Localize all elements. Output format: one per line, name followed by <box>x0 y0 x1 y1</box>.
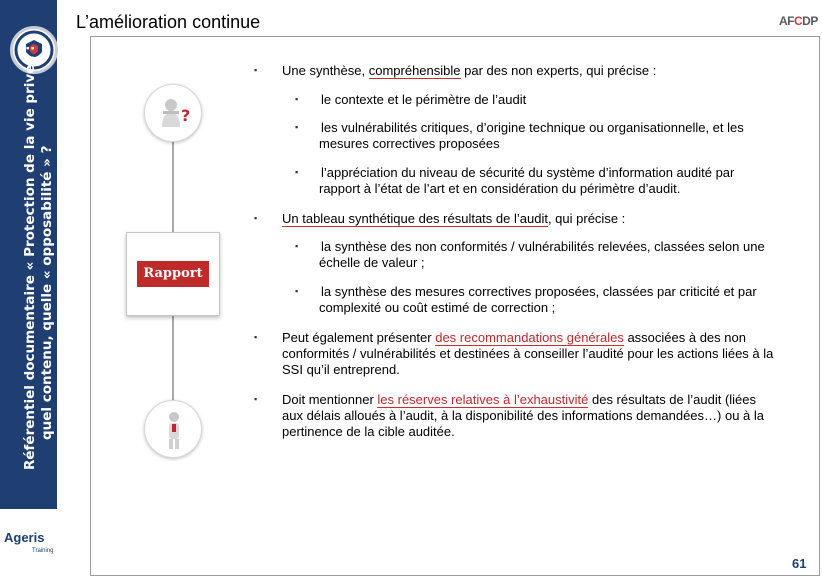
ageris-sub: Training <box>32 548 54 554</box>
rapport-label: Rapport <box>137 261 209 287</box>
logo-prefix: AF <box>779 14 794 28</box>
b4-prefix: Doit mentionner <box>282 392 378 407</box>
b1-highlight: compréhensible <box>368 63 461 78</box>
bullet-synthese <box>254 62 780 79</box>
svg-text:?: ? <box>181 106 191 125</box>
bullet-glyph: ▪ <box>254 332 258 342</box>
bullet-glyph: ▪ <box>254 213 258 223</box>
b3-suffix: associées à des non conformités / vulnérabilités et destinées à conseiller l’audité pour les actions liées à la SSI qu’il entreprend. <box>282 330 774 377</box>
b1-item-2: les vulnérabilités critiques, d’origine technique ou organisationnelle, et les mesures correctives proposées <box>319 120 744 151</box>
bullet-recommandations <box>254 329 780 378</box>
b1-prefix: Une synthèse, <box>282 63 369 78</box>
sub-bullet-vulnerabilites <box>295 119 777 152</box>
bullet-glyph: ▪ <box>295 167 299 177</box>
afcdp-logo <box>779 14 819 32</box>
sidebar-title <box>0 0 57 509</box>
sub-bullet-contexte <box>295 91 777 108</box>
question-person-icon <box>144 84 202 142</box>
report-icon <box>126 232 220 316</box>
b2-item-1: la synthèse des non conformités / vulnérabilités relevées, classées selon une échelle de valeur ; <box>319 239 765 270</box>
sub-bullet-non-conformites <box>295 238 777 271</box>
b3-prefix: Peut également présenter <box>282 330 436 345</box>
b1-suffix: par des non experts, qui précise : <box>460 63 657 78</box>
page-number: 61 <box>792 556 807 571</box>
frame-bottom-border <box>90 575 820 576</box>
sub-bullet-appreciation <box>295 164 777 197</box>
b4-suffix: des résultats de l’audit (liées aux délais alloués à l’audit, à la disponibilité des informations demandées…) ou à la pertinence de la cible auditée. <box>282 392 765 439</box>
b3-highlight: des recommandations générales <box>435 330 624 345</box>
bullet-glyph: ▪ <box>254 65 258 75</box>
b4-highlight: les réserves relatives à l’exhaustivité <box>377 392 589 407</box>
b1-item-1: le contexte et le périmètre de l’audit <box>321 92 527 107</box>
sidebar-line-1: Référentiel documentaire « Protection de la vie privée : <box>22 45 38 470</box>
person-icon <box>144 400 202 458</box>
frame-right-border <box>819 36 820 576</box>
ageris-logo <box>0 522 60 558</box>
bullet-glyph: ▪ <box>295 122 299 132</box>
sub-bullet-mesures <box>295 283 777 316</box>
bullet-glyph: ▪ <box>295 94 299 104</box>
b1-item-3: l’appréciation du niveau de sécurité du système d’information audité par rapport à l’état de l’art et en considération du périmètre d’audit. <box>319 165 735 196</box>
logo-suffix: DP <box>802 14 818 28</box>
b2-suffix: , qui précise : <box>547 211 626 226</box>
bullet-glyph: ▪ <box>254 394 258 404</box>
bullet-glyph: ▪ <box>295 286 299 296</box>
b2-item-2: la synthèse des mesures correctives proposées, classées par criticité et par complexité ou coût estimé de correction ; <box>319 284 757 315</box>
bullet-reserves <box>254 391 780 440</box>
sidebar-line-2: quel contenu, quelle « opposabilité » ? <box>38 145 55 440</box>
bullet-tableau <box>254 210 780 227</box>
bullet-glyph: ▪ <box>295 241 299 251</box>
page-title: L’amélioration continue <box>76 12 261 32</box>
logo-accent: C <box>794 14 803 28</box>
b2-highlight: Un tableau synthétique des résultats de l’audit <box>282 211 548 226</box>
ageris-brand: Ageris <box>4 530 45 545</box>
